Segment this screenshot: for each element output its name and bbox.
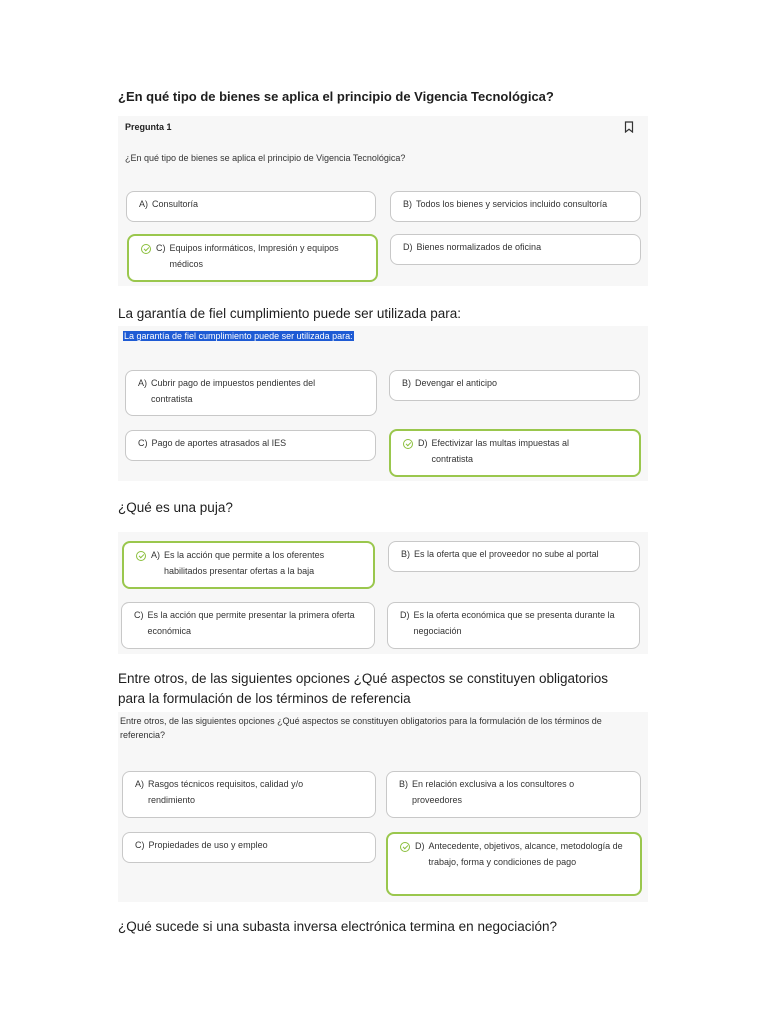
question-text: Entre otros, de las siguientes opciones ¿Qué aspectos se constituyen obligatorios para la formulación de los términos de referencia? <box>120 716 602 741</box>
question-2-heading: La garantía de fiel cumplimiento puede ser utilizada para: <box>118 306 461 321</box>
question-3-heading: ¿Qué es una puja? <box>118 500 233 515</box>
question-5-heading: ¿Qué sucede si una subasta inversa electrónica termina en negociación? <box>118 919 558 934</box>
option-a[interactable]: A) Cubrir pago de impuestos pendientes del contratista <box>125 370 377 416</box>
option-c[interactable]: C) Pago de aportes atrasados al IES <box>125 430 376 461</box>
bookmark-icon[interactable] <box>624 121 634 136</box>
question-text: ¿En qué tipo de bienes se aplica el principio de Vigencia Tecnológica? <box>125 153 406 163</box>
option-c[interactable]: C) Propiedades de uso y empleo <box>122 832 376 863</box>
option-a[interactable]: A) Rasgos técnicos requisitos, calidad y/o rendimiento <box>122 771 376 818</box>
check-circle-icon <box>141 244 151 254</box>
option-b[interactable]: B) En relación exclusiva a los consultores o proveedores <box>386 771 641 818</box>
question-number-label: Pregunta 1 <box>125 122 172 132</box>
check-circle-icon <box>400 842 410 852</box>
question-2-screenshot <box>118 326 648 481</box>
option-c[interactable]: C) Es la acción que permite presentar la primera oferta económica <box>121 602 375 649</box>
question-1-screenshot <box>118 116 648 286</box>
option-c-correct[interactable]: C) Equipos informáticos, Impresión y equipos médicos <box>127 234 378 282</box>
check-circle-icon <box>136 551 146 561</box>
option-b[interactable]: B) Devengar el anticipo <box>389 370 640 401</box>
option-a[interactable]: A) Consultoría <box>126 191 376 222</box>
option-b[interactable]: B) Es la oferta que el proveedor no sube al portal <box>388 541 640 572</box>
check-circle-icon <box>403 439 413 449</box>
option-d[interactable]: D) Es la oferta económica que se presenta durante la negociación <box>387 602 640 649</box>
question-1-heading: ¿En qué tipo de bienes se aplica el principio de Vigencia Tecnológica? <box>118 89 554 104</box>
question-4-heading: Entre otros, de las siguientes opciones ¿Qué aspectos se constituyen obligatorios para la formulación de los términos de referencia <box>118 671 609 706</box>
option-d-correct[interactable]: D) Antecedente, objetivos, alcance, metodología de trabajo, forma y condiciones de pago <box>386 832 642 896</box>
option-d-correct[interactable]: D) Efectivizar las multas impuestas al contratista <box>389 429 641 477</box>
option-d[interactable]: D) Bienes normalizados de oficina <box>390 234 641 265</box>
option-b[interactable]: B) Todos los bienes y servicios incluido consultoría <box>390 191 641 222</box>
question-4-screenshot <box>118 712 648 902</box>
question-3-screenshot <box>118 532 648 654</box>
question-text: La garantía de fiel cumplimiento puede ser utilizada para: <box>124 331 353 341</box>
option-a-correct[interactable]: A) Es la acción que permite a los oferentes habilitados presentar ofertas a la baja <box>122 541 375 589</box>
